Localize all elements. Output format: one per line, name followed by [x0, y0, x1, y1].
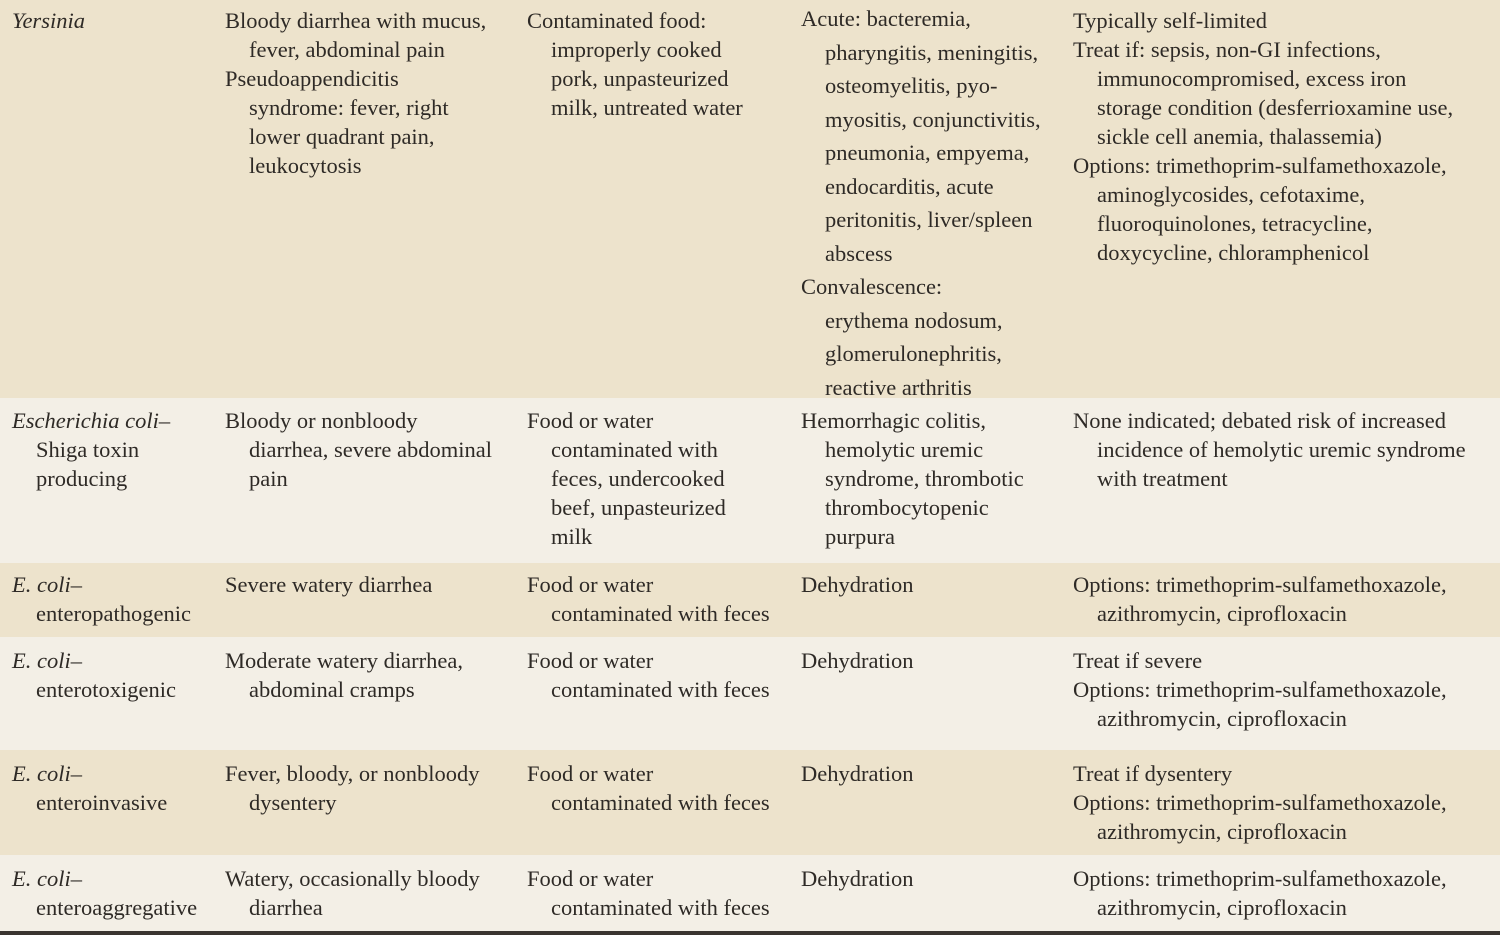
cell-line: pork, unpasteurized — [551, 66, 729, 91]
cell-line: abdominal cramps — [249, 677, 415, 702]
cell-line: beef, unpasteurized — [551, 495, 726, 520]
cell-line: myositis, conjunctivitis, — [825, 106, 1041, 132]
cell-line: pain — [249, 466, 288, 491]
cell-line: azithromycin, ciprofloxacin — [1097, 895, 1347, 920]
cell-line: Food or water — [527, 572, 654, 597]
symptoms-cell — [225, 563, 520, 599]
cell-line: hemolytic uremic — [825, 437, 984, 462]
cell-line: doxycycline, chloramphenicol — [1097, 240, 1370, 265]
cell-line: purpura — [825, 524, 895, 549]
cell-line — [12, 864, 217, 893]
cell-line: azithromycin, ciprofloxacin — [1097, 601, 1347, 626]
treatment-cell — [1073, 637, 1500, 733]
organism-qualifier: enteroaggregative — [36, 895, 198, 920]
organism-qualifier: Shiga toxin — [36, 437, 140, 462]
cell-line: Food or water — [527, 761, 654, 786]
complications-cell — [801, 398, 1066, 551]
cell-line: Pseudoappendicitis — [225, 66, 399, 91]
table-row — [0, 855, 1500, 931]
cell-line: syndrome, thrombotic — [825, 466, 1024, 491]
cell-line — [12, 675, 217, 704]
treatment-cell — [1073, 0, 1500, 267]
organism-name: Escherichia coli — [12, 408, 159, 433]
transmission-cell — [527, 0, 795, 122]
cell-line: improperly cooked — [551, 37, 722, 62]
table-row — [0, 637, 1500, 750]
complications-cell — [801, 750, 1066, 788]
cell-line: Options: trimethoprim-sulfamethoxazole, — [1073, 572, 1447, 597]
organism-qualifier: enterotoxigenic — [36, 677, 176, 702]
cell-line: lower quadrant pain, — [249, 124, 435, 149]
organism-name: E. coli — [12, 761, 71, 786]
cell-line: thrombocytopenic — [825, 495, 989, 520]
organism-qualifier: – — [70, 648, 82, 673]
cell-line: contaminated with — [551, 437, 718, 462]
organism-qualifier: producing — [36, 466, 128, 491]
organism-cell — [12, 637, 217, 704]
cell-line: endocarditis, acute — [825, 173, 994, 199]
cell-line: contaminated with feces — [551, 790, 770, 815]
organism-name: E. coli — [12, 572, 71, 597]
cell-line — [12, 570, 217, 599]
organism-qualifier: – — [70, 572, 82, 597]
cell-line: sickle cell anemia, thalassemia) — [1097, 124, 1382, 149]
cell-line: Food or water — [527, 408, 654, 433]
organism-cell — [12, 398, 217, 493]
cell-line — [12, 893, 217, 922]
cell-line: contaminated with feces — [551, 677, 770, 702]
cell-line: Bloody diarrhea with mucus, — [225, 8, 487, 33]
organism-name: E. coli — [12, 648, 71, 673]
cell-line — [12, 599, 217, 628]
cell-line: Dehydration — [801, 648, 914, 673]
cell-line — [12, 646, 217, 675]
transmission-cell — [527, 637, 795, 704]
cell-line: Options: trimethoprim-sulfamethoxazole, — [1073, 866, 1447, 891]
cell-line: Treat if severe — [1073, 648, 1203, 673]
organism-qualifier: – — [70, 761, 82, 786]
cell-line: fever, abdominal pain — [249, 37, 445, 62]
symptoms-cell — [225, 855, 520, 922]
cell-line: immunocompromised, excess iron — [1097, 66, 1407, 91]
cell-line: Severe watery diarrhea — [225, 572, 433, 597]
cell-line: Food or water — [527, 648, 654, 673]
cell-line: Treat if dysentery — [1073, 761, 1233, 786]
table-row — [0, 563, 1500, 637]
cell-line — [12, 6, 217, 35]
symptoms-cell — [225, 398, 520, 493]
transmission-cell — [527, 750, 795, 817]
symptoms-cell — [225, 750, 520, 817]
transmission-cell — [527, 398, 795, 551]
cell-line: Dehydration — [801, 761, 914, 786]
organism-cell — [12, 0, 217, 35]
cell-line: erythema nodosum, — [825, 307, 1003, 333]
treatment-cell — [1073, 855, 1500, 922]
cell-line: Watery, occasionally bloody — [225, 866, 480, 891]
table-bottom-rule — [0, 931, 1500, 935]
cell-line: peritonitis, liver/spleen — [825, 207, 1033, 232]
organism-name: E. coli — [12, 866, 71, 891]
cell-line: reactive arthritis — [825, 374, 972, 398]
cell-line: milk, untreated water — [551, 95, 743, 120]
cell-line: Acute: bacteremia, — [801, 6, 971, 31]
table-row — [0, 398, 1500, 563]
cell-line: Contaminated food: — [527, 8, 707, 33]
treatment-cell — [1073, 750, 1500, 846]
cell-line: osteomyelitis, pyo- — [825, 73, 998, 98]
cell-line: azithromycin, ciprofloxacin — [1097, 706, 1347, 731]
cell-line: storage condition (desferrioxamine use, — [1097, 95, 1454, 120]
organism-qualifier: – — [158, 408, 171, 433]
cell-line: diarrhea — [249, 895, 323, 920]
transmission-cell — [527, 563, 795, 628]
treatment-cell — [1073, 563, 1500, 628]
cell-line: milk — [551, 524, 593, 549]
complications-cell — [801, 637, 1066, 675]
cell-line — [12, 406, 217, 435]
cell-line: aminoglycosides, cefotaxime, — [1097, 182, 1366, 207]
cell-line: Convalescence: — [801, 274, 943, 299]
cell-line: diarrhea, severe abdominal — [249, 437, 493, 462]
cell-line: fluoroquinolones, tetracycline, — [1097, 211, 1373, 236]
complications-cell — [801, 855, 1066, 893]
transmission-cell — [527, 855, 795, 922]
cell-line — [12, 464, 217, 493]
cell-line: None indicated; debated risk of increased — [1073, 408, 1446, 433]
organism-qualifier: – — [70, 866, 82, 891]
organism-qualifier: enteroinvasive — [36, 790, 168, 815]
organism-name: Yersinia — [12, 8, 85, 33]
cell-line — [12, 759, 217, 788]
symptoms-cell — [225, 637, 520, 704]
organism-cell — [12, 855, 217, 922]
cell-line: with treatment — [1097, 466, 1228, 491]
cell-line: Options: trimethoprim-sulfamethoxazole, — [1073, 790, 1447, 815]
cell-line: contaminated with feces — [551, 601, 770, 626]
cell-line: pneumonia, empyema, — [825, 140, 1030, 165]
cell-line: Hemorrhagic colitis, — [801, 408, 986, 433]
cell-line: Options: trimethoprim-sulfamethoxazole, — [1073, 153, 1447, 178]
cell-line: pharyngitis, meningitis, — [825, 39, 1039, 65]
cell-line: contaminated with feces — [551, 895, 770, 920]
symptoms-cell — [225, 0, 520, 180]
cell-line — [12, 435, 217, 464]
cell-line: Bloody or nonbloody — [225, 408, 418, 433]
organism-cell — [12, 750, 217, 817]
complications-cell — [801, 563, 1066, 599]
cell-line: Fever, bloody, or nonbloody — [225, 761, 480, 786]
cell-line: dysentery — [249, 790, 337, 815]
complications-cell — [801, 0, 1066, 398]
cell-line: Options: trimethoprim-sulfamethoxazole, — [1073, 677, 1447, 702]
cell-line: Dehydration — [801, 866, 914, 891]
cell-line: Treat if: sepsis, non-GI infections, — [1073, 37, 1381, 62]
cell-line: syndrome: fever, right — [249, 95, 449, 120]
treatment-cell — [1073, 398, 1500, 493]
cell-line: glomerulonephritis, — [825, 341, 1002, 366]
cell-line: incidence of hemolytic uremic syndrome — [1097, 437, 1466, 462]
cell-line — [12, 788, 217, 817]
cell-line: Moderate watery diarrhea, — [225, 648, 463, 673]
cell-line: azithromycin, ciprofloxacin — [1097, 819, 1347, 844]
organism-qualifier: enteropathogenic — [36, 601, 191, 626]
cell-line: Typically self-limited — [1073, 8, 1267, 33]
cell-line: leukocytosis — [249, 153, 362, 178]
cell-line: Dehydration — [801, 572, 914, 597]
cell-line: abscess — [825, 240, 893, 266]
cell-line: feces, undercooked — [551, 466, 725, 491]
organism-cell — [12, 563, 217, 628]
table-row — [0, 0, 1500, 398]
cell-line: Food or water — [527, 866, 654, 891]
table-row — [0, 750, 1500, 855]
